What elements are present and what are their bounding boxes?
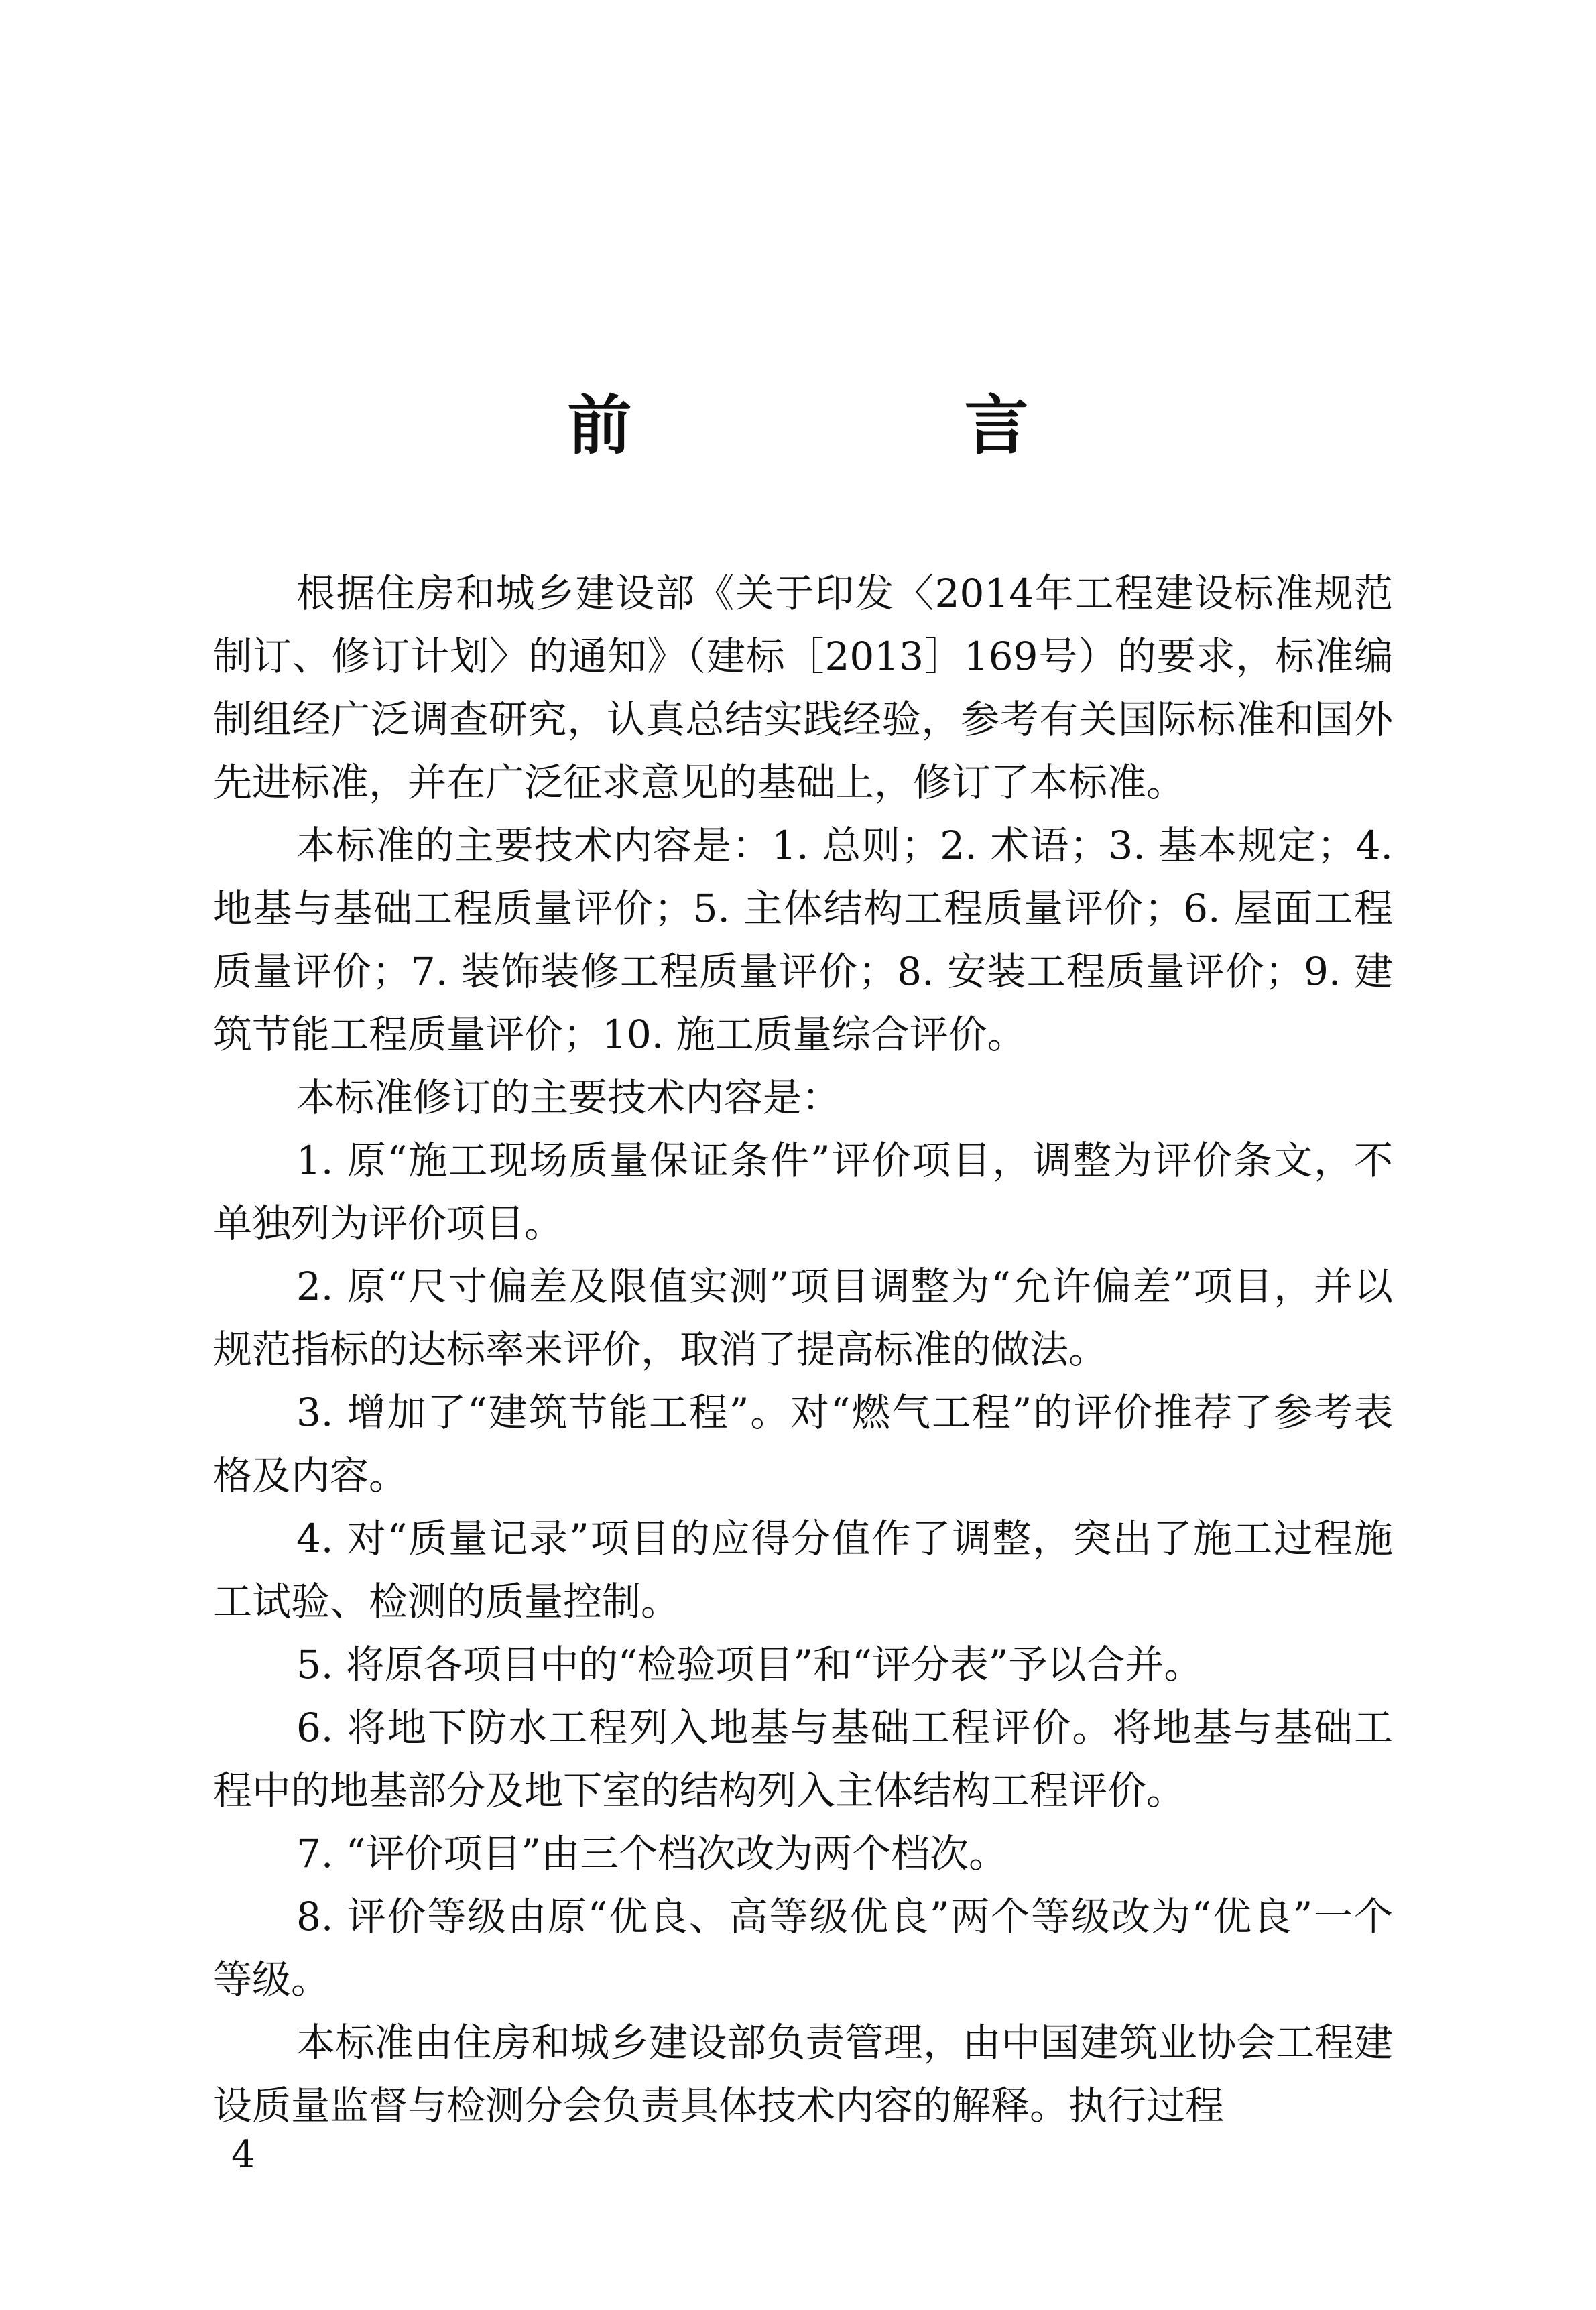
list-item: 3. 增加了“建筑节能工程”。对“燃气工程”的评价推荐了参考表格及内容。 (213, 1390, 1393, 1498)
paragraph-management: 本标准由住房和城乡建设部负责管理，由中国建筑业协会工程建设质量监督与检测分会负责具体技术内容的解释。执行过程 (213, 2020, 1393, 2128)
page-title: 前 言 (567, 387, 1163, 463)
list-item: 6. 将地下防水工程列入地基与基础工程评价。将地基与基础工程中的地基部分及地下室的结构列入主体结构工程评价。 (213, 1705, 1393, 1813)
paragraph-basis: 根据住房和城乡建设部《关于印发〈2014年工程建设标准规范制订、修订计划〉的通知》（建标［2013］169号）的要求，标准编制组经广泛调查研究，认真总结实践经验，参考有关国际标准和国外先进标准，并在广泛征求意见的基础上，修订了本标准。 (213, 570, 1393, 805)
list-item: 7. “评价项目”由三个档次改为两个档次。 (296, 1831, 1008, 1876)
preface-body (213, 562, 1393, 2137)
list-item: 5. 将原各项目中的“检验项目”和“评分表”予以合并。 (296, 1642, 1203, 1687)
list-item: 4. 对“质量记录”项目的应得分值作了调整，突出了施工过程施工试验、检测的质量控制。 (213, 1516, 1393, 1624)
page-number: 4 (231, 2133, 255, 2177)
list-item: 8. 评价等级由原“优良、高等级优良”两个等级改为“优良”一个等级。 (213, 1894, 1393, 2002)
paragraph-revision-intro: 本标准修订的主要技术内容是： (296, 1075, 841, 1120)
list-item: 2. 原“尺寸偏差及限值实测”项目调整为“允许偏差”项目，并以规范指标的达标率来评价，取消了提高标准的做法。 (213, 1264, 1393, 1372)
paragraph-main-contents: 本标准的主要技术内容是：1. 总则；2. 术语；3. 基本规定；4. 地基与基础工程质量评价；5. 主体结构工程质量评价；6. 屋面工程质量评价；7. 装饰装修工程质量评价；8. 安装工程质量评价；9. 建筑节能工程质量评价；10. 施工质量综合评价。 (213, 823, 1393, 1057)
list-item: 1. 原“施工现场质量保证条件”评价项目，调整为评价条文，不单独列为评价项目。 (213, 1138, 1393, 1246)
